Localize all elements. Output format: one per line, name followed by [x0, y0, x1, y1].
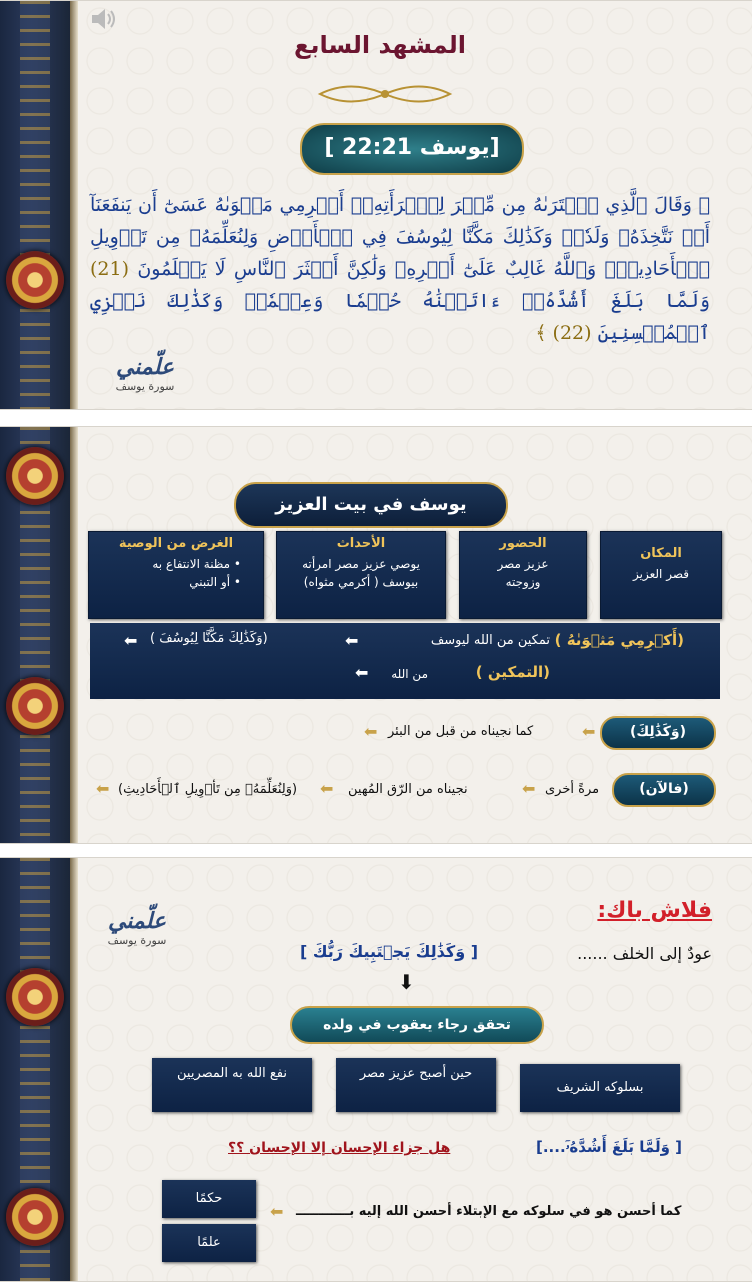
quote-ijtiba: [ وَكَذَٰلِكَ يَجۡتَبِيكَ رَبُّكَ ]	[300, 942, 479, 961]
ornament-divider	[315, 79, 455, 109]
keyword-pill: (فالآن)	[612, 773, 716, 807]
panel-quote-2: (وَكَذَٰلِكَ مَكَّنَّا لِيُوسُفَ )	[150, 631, 268, 646]
explanation-line-2c: (وَلِنُعَلِّمَهُۥ مِن تَأۡوِيلِ ٱلۡأَحَادِيثِ)	[118, 782, 298, 797]
verse-close-bracket: ﴾	[535, 322, 547, 344]
arrow-left-icon: ⬅	[96, 779, 110, 798]
decorative-strip	[0, 858, 70, 1281]
arrow-left-icon: ⬅	[582, 722, 596, 741]
bullet-item: • أو التبني	[189, 575, 241, 589]
verse-number-22: (22)	[552, 322, 592, 344]
medallion-ornament	[6, 1188, 64, 1246]
conclusion-line: كما أحسن هو في سلوكه مع الإبتلاء أحسن الله إليه بــــــــــــ	[296, 1204, 682, 1219]
info-box-purpose	[88, 531, 264, 619]
strip-edge	[70, 427, 78, 843]
info-box-events	[276, 531, 446, 619]
panel-quote-3: (التمكين )	[475, 663, 550, 681]
quote-ashuddah: [ وَلَمَّا بَلَغَ أَشُدَّهُۥٓ....]	[536, 1138, 682, 1156]
panel-text-1: تمكين من الله ليوسف	[430, 633, 550, 648]
quran-verse	[90, 189, 710, 349]
explanation-line-2b: نجيناه من الرّق المُهين	[348, 782, 468, 797]
arrow-left-icon: ⬅	[320, 779, 334, 798]
arrow-left-icon: ⬅	[355, 663, 369, 682]
slide-2	[0, 426, 752, 844]
box-body: عزيز مصر وزوجته	[497, 557, 549, 589]
outcome-box-benefit: نفع الله به المصريين	[152, 1058, 312, 1112]
panel-quote-1: (أَكۡرِمِي مَثۡوَىٰهُ )	[554, 631, 684, 649]
medallion-ornament	[6, 447, 64, 505]
info-box-attendees	[459, 531, 587, 619]
box-header: الغرض من الوصية	[118, 536, 234, 551]
logo-subtitle: سورة يوسف	[115, 380, 175, 393]
box-body: يوصي عزيز مصر امرأته بيوسف ( أكرمي مثواه)	[302, 557, 420, 589]
topic-banner: يوسف في بيت العزيز	[234, 482, 508, 528]
answer-box-wisdom: حكمًا	[162, 1180, 256, 1218]
arrow-left-icon: ⬅	[345, 631, 359, 650]
back-line: عودٌ إلى الخلف ......	[577, 944, 712, 963]
arrow-down-icon: ⬇	[398, 970, 415, 994]
logo	[100, 356, 190, 398]
box-bullets	[89, 555, 263, 591]
slide-1	[0, 0, 752, 410]
strip-edge	[70, 858, 78, 1281]
explanation-line-2a: مرةً أخرى	[545, 782, 600, 797]
speaker-icon[interactable]	[90, 7, 118, 31]
slide-3	[0, 857, 752, 1282]
arrow-left-icon: ⬅	[522, 779, 536, 798]
bullet-item: • مظنة الانتفاع به	[152, 557, 241, 571]
medallion-ornament	[6, 677, 64, 735]
logo-title: علّمني	[107, 909, 167, 934]
flashback-title: فلاش باك:	[597, 898, 712, 923]
slide-title: المشهد السابع	[294, 31, 466, 59]
answer-box-knowledge: علمًا	[162, 1224, 256, 1262]
box-header: المكان	[640, 546, 682, 561]
box-header: الحضور	[499, 536, 547, 551]
panel-text-2: من الله	[391, 667, 428, 681]
box-header: الأحداث	[336, 536, 386, 551]
box-body: قصر العزيز	[633, 567, 689, 581]
info-box-place	[600, 531, 722, 619]
logo	[92, 910, 182, 952]
explanation-line-1: كما نجيناه من قبل من البئر	[388, 724, 534, 739]
strip-edge	[70, 1, 78, 409]
reflection-question: هل جزاء الإحسان إلا الإحسان ؟؟	[228, 1140, 451, 1156]
arrow-left-icon: ⬅	[124, 631, 138, 650]
arrow-left-icon: ⬅	[364, 722, 378, 741]
topic-banner: تحقق رجاء يعقوب في ولده	[290, 1006, 544, 1044]
keyword-pill: (وَكَذَٰلِكَ)	[600, 716, 716, 750]
verse-text-22: وَلَمَّا بَلَغَ أَشُدَّهُۥٓ ءَاتَيۡنَٰهُ حُكۡمٗا وَعِلۡمٗاۚ وَكَذَٰلِكَ نَجۡزِي ٱلۡمُحۡسِنِينَ	[90, 290, 710, 344]
medallion-ornament	[6, 968, 64, 1026]
arrow-left-icon: ⬅	[270, 1202, 284, 1221]
decorative-strip	[0, 427, 70, 843]
logo-title: علّمني	[115, 355, 175, 380]
verse-text-21: ﴿ وَقَالَ ٱلَّذِي ٱشۡتَرَىٰهُ مِن مِّصۡرَ لِٱمۡرَأَتِهِۦٓ أَكۡرِمِي مَثۡوَىٰهُ عَسَىٰٓ أَن يَنفَعَنَآ أَوۡ نَتَّخِذَهُۥ وَلَدٗاۚ وَكَذَٰلِكَ مَكَّنَّا لِيُوسُفَ فِي ٱلۡأَرۡضِ وَلِنُعَلِّمَهُۥ مِن تَأۡوِيلِ ٱلۡأَحَادِيثِۚ وَٱللَّهُ غَالِبٌ عَلَىٰٓ أَمۡرِهِۦ وَلَٰكِنَّ أَكۡثَرَ ٱلنَّاسِ لَا يَعۡلَمُونَ	[90, 194, 710, 280]
decorative-strip	[0, 1, 70, 409]
logo-subtitle: سورة يوسف	[107, 934, 167, 947]
outcome-box-conduct: بسلوكه الشريف	[520, 1064, 680, 1112]
verse-number-21: (21)	[90, 258, 130, 280]
summary-panel	[90, 623, 720, 699]
medallion-ornament	[6, 251, 64, 309]
outcome-box-aziz: حين أصبح عزيز مصر	[336, 1058, 496, 1112]
ayah-reference: [يوسف 22:21 ]	[300, 123, 524, 175]
